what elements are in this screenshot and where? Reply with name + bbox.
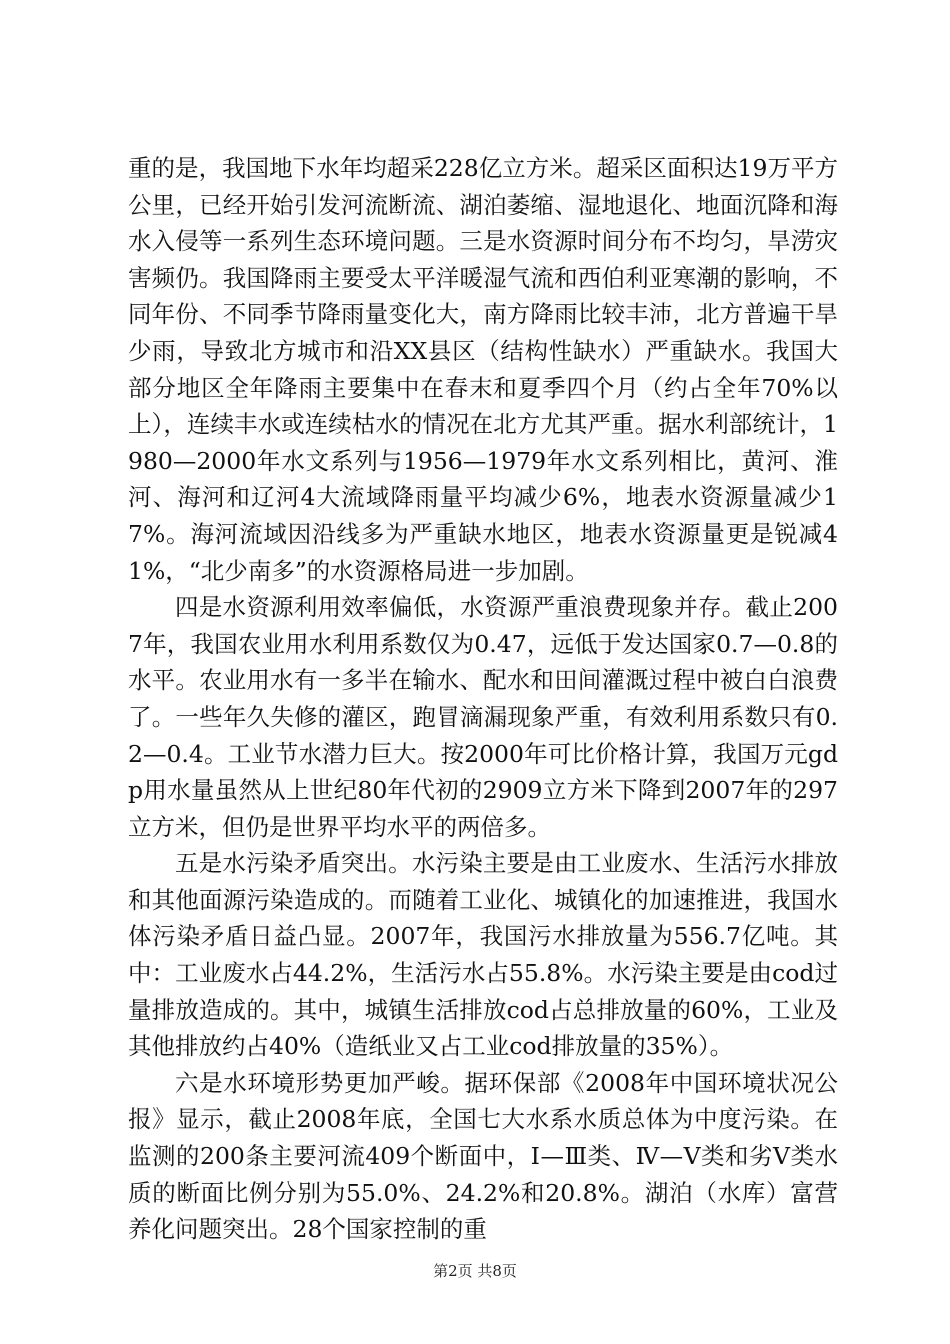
paragraph-water-pollution: 五是水污染矛盾突出。水污染主要是由工业废水、生活污水排放和其他面源污染造成的。而随着工业化、城镇化的加速推进，我国水体污染矛盾日益凸显。2007年，我国污水排放量为556.7亿吨。其中：工业废水占44.2%，生活污水占55.8%。水污染主要是由cod过量排放造成的。其中，城镇生活排放cod占总排放量的60%，工业及其他排放约占40%（造纸业又占工业cod排放量的35%）。 (128, 849, 838, 1061)
paragraph-water-efficiency: 四是水资源利用效率偏低，水资源严重浪费现象并存。截止2007年，我国农业用水利用系数仅为0.47，远低于发达国家0.7—0.8的水平。农业用水有一多半在输水、配水和田间灌溉过程中被白白浪费了。一些年久失修的灌区，跑冒滴漏现象严重，有效利用系数只有0.2—0.4。工业节水潜力巨大。按2000年可比价格计算，我国万元gdp用水量虽然从上世纪80年代初的2909立方米下降到2007年的297立方米，但仍是世界平均水平的两倍多。 (128, 593, 838, 841)
paragraph-water-environment: 六是水环境形势更加严峻。据环保部《2008年中国环境状况公报》显示，截止2008年底，全国七大水系水质总体为中度污染。在监测的200条主要河流409个断面中，Ⅰ—Ⅲ类、Ⅳ—Ⅴ类和劣Ⅴ类水质的断面比例分别为55.0%、24.2%和20.8%。湖泊（水库）富营养化问题突出。28个国家控制的重 (128, 1068, 838, 1244)
page-number-footer: 第2页 共8页 (433, 1262, 517, 1280)
document-body (128, 150, 838, 1248)
paragraph-water-shortage: 重的是，我国地下水年均超采228亿立方米。超采区面积达19万平方公里，已经开始引发河流断流、湖泊萎缩、湿地退化、地面沉降和海水入侵等一系列生态环境问题。三是水资源时间分布不均匀，旱涝灾害频仍。我国降雨主要受太平洋暖湿气流和西伯利亚寒潮的影响，不同年份、不同季节降雨量变化大，南方降雨比较丰沛，北方普遍干旱少雨，导致北方城市和沿XX县区（结构性缺水）严重缺水。我国大部分地区全年降雨主要集中在春末和夏季四个月（约占全年70%以上），连续丰水或连续枯水的情况在北方尤其严重。据水利部统计，1980—2000年水文系列与1956—1979年水文系列相比，黄河、淮河、海河和辽河4大流域降雨量平均减少6%，地表水资源量减少17%。海河流域因沿线多为严重缺水地区，地表水资源量更是锐减41%，“北少南多”的水资源格局进一步加剧。 (128, 154, 838, 585)
